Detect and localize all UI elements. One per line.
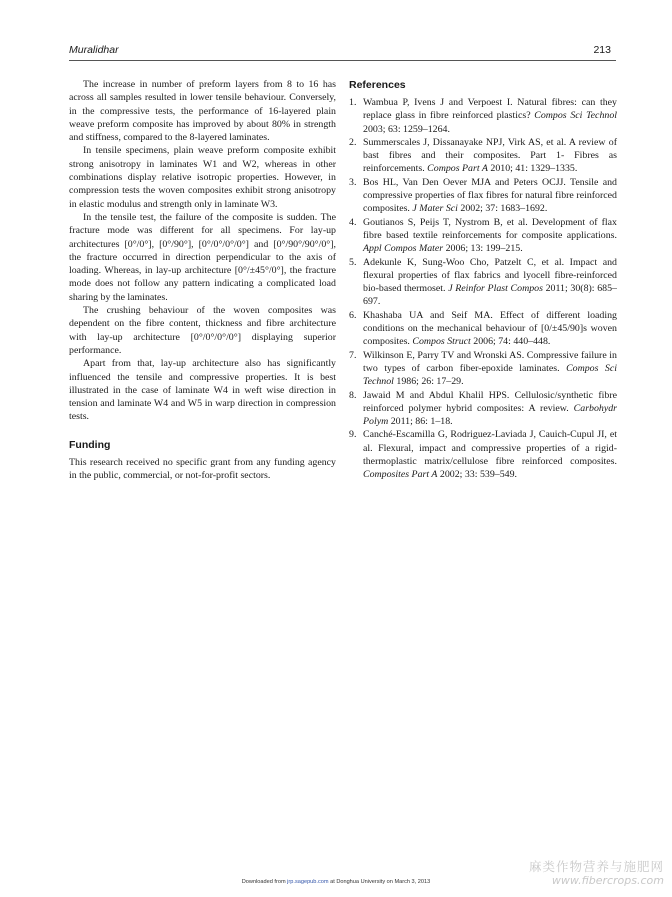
body-paragraph-4: The crushing behaviour of the woven composites was dependent on the fibre content, thickness and fibre architecture with lay-up architecture [0°/0°/0°/0°] displaying superior performance.: [69, 305, 336, 356]
reference-item: [349, 389, 617, 429]
reference-text: Wambua P, Ivens J and Verpoest I. Natural fibres: can they replace glass in fibre reinforced plastics?: [363, 97, 617, 122]
watermark: [529, 860, 664, 888]
footer-link[interactable]: jrp.sagepub.com: [287, 879, 329, 885]
reference-journal: Compos Sci Technol: [534, 110, 617, 122]
watermark-url: www.fibercrops.com: [551, 874, 664, 887]
reference-item: [349, 349, 617, 389]
reference-tail: 2011; 86: 1–18.: [390, 416, 453, 428]
reference-item: [349, 428, 617, 481]
funding-heading: Funding: [69, 438, 111, 451]
body-paragraph-3: In the tensile test, the failure of the composite is sudden. The fracture mode was different for all specimens. For lay-up architectures [0°/0°], [0°/90°], [0°/0°/0°/0°] and [0°/90°/90°/0°], the fracture occurred in direction perpendicular to the axis of loading. Whereas, in lay-up architecture [0°/±45°/0°], the fracture mode does not follow any pattern indicating a complicated load sharing by the laminates.: [69, 211, 336, 303]
reference-text: Canché-Escamilla G, Rodriguez-Laviada J, Cauich-Cupul JI, et al. Flexural, impact and compressive properties of a rigid-thermoplastic matrix/cellulose fibre reinforced composites.: [363, 429, 617, 468]
reference-journal: Composites Part A: [363, 469, 438, 481]
reference-journal: J Mater Sci: [412, 203, 458, 215]
body-paragraph-1: The increase in number of preform layers from 8 to 16 has across all samples resulted in lower tensile behaviour. Conversely, in the compressive tests, the performance of 16-layered plain weave preform composite has improved by about 80% in strength and stiffness, compared to the 8-layered laminates.: [69, 79, 336, 144]
reference-journal: Carbohydr Polym: [363, 402, 618, 428]
reference-tail: 2011; 30(8): 685–697.: [363, 283, 617, 308]
reference-number: 3.: [349, 176, 357, 188]
running-header: [69, 44, 611, 60]
reference-item: [349, 216, 617, 256]
reference-number: 1.: [349, 97, 357, 108]
reference-number: 9.: [349, 429, 357, 441]
left-column: [69, 78, 336, 482]
watermark-chinese: 麻类作物营养与施肥网: [528, 859, 664, 874]
reference-text: Wilkinson E, Parry TV and Wronski AS. Compressive failure in two types of carbon fiber-epoxide laminates.: [363, 349, 617, 374]
reference-number: 8.: [349, 389, 357, 401]
header-rule: [69, 60, 616, 61]
reference-item: [349, 176, 617, 216]
body-paragraph-2: In tensile specimens, plain weave preform composite exhibit strong anisotropy in laminates W1 and W2, whereas in other combinations display relative isotropic properties. However, in compression tests the woven composites exhibit strong anisotropy in elastic modulus and strength only in laminate W3.: [69, 145, 336, 210]
reference-tail: 2010; 41: 1329–1335.: [490, 163, 578, 175]
reference-number: 5.: [349, 256, 357, 268]
reference-journal: Appl Compos Mater: [363, 243, 444, 255]
reference-tail: 2002; 33: 539–549.: [439, 469, 517, 481]
funding-text: This research received no specific grant from any funding agency in the public, commercial, or not-for-profit sectors.: [69, 456, 336, 482]
reference-text: Khashaba UA and Seif MA. Effect of different loading conditions on the mechanical behaviour of [0/±45/90]s woven composites.: [363, 309, 617, 348]
reference-number: 2.: [349, 136, 357, 148]
reference-item: [349, 136, 617, 176]
reference-number: 4.: [349, 216, 357, 228]
reference-tail: 2006; 13: 199–215.: [445, 243, 523, 255]
reference-item: [349, 96, 617, 136]
reference-number: 7.: [349, 349, 357, 361]
references-heading: References: [349, 79, 406, 91]
running-header-author: Muralidhar: [69, 44, 119, 56]
reference-tail: 2002; 37: 1683–1692.: [460, 203, 548, 215]
reference-number: 6.: [349, 309, 357, 321]
reference-journal: Compos Part A: [427, 163, 488, 175]
reference-tail: 2003; 63: 1259–1264.: [363, 123, 450, 135]
reference-text: Bos HL, Van Den Oever MJA and Peters OCJJ. Tensile and compressive properties of flax fibres for natural fibre reinforced composites.: [363, 176, 617, 215]
reference-journal: Compos Sci Technol: [363, 362, 617, 388]
reference-text: Summerscales J, Dissanayake NPJ, Virk AS, et al. A review of bast fibres and their composites. Part 1- Fibres as reinforcements.: [363, 136, 617, 175]
footer-suffix: at Donghua University on March 3, 2013: [330, 879, 431, 885]
reference-journal: Compos Struct: [412, 336, 471, 348]
body-paragraph-5: Apart from that, lay-up architecture also has significantly influenced the tensile and compressive properties. It is best illustrated in the case of laminate W4 in weft wise direction in tension and laminate W4 and W5 in warp direction in compression tests.: [69, 358, 336, 423]
reference-text: Goutianos S, Peijs T, Nystrom B, et al. Development of flax fibre based textile reinforcements for composite applications.: [363, 216, 617, 241]
reference-list: [349, 96, 617, 482]
page-number: 213: [593, 44, 611, 56]
reference-journal: J Reinfor Plast Compos: [448, 283, 543, 295]
reference-text: Adekunle K, Sung-Woo Cho, Patzelt C, et al. Impact and flexural properties of flax fabrics and lyocell fibre-reinforced bio-based thermoset.: [363, 256, 617, 295]
reference-item: [349, 256, 617, 309]
footer-prefix: Downloaded from: [241, 879, 286, 885]
reference-tail: 2006; 74: 440–448.: [473, 336, 551, 348]
reference-text: Jawaid M and Abdul Khalil HPS. Cellulosic/synthetic fibre reinforced polymer hybrid composites: A review.: [363, 389, 617, 414]
reference-item: [349, 309, 617, 349]
reference-tail: 1986; 26: 17–29.: [396, 376, 464, 388]
right-column: [349, 78, 617, 482]
